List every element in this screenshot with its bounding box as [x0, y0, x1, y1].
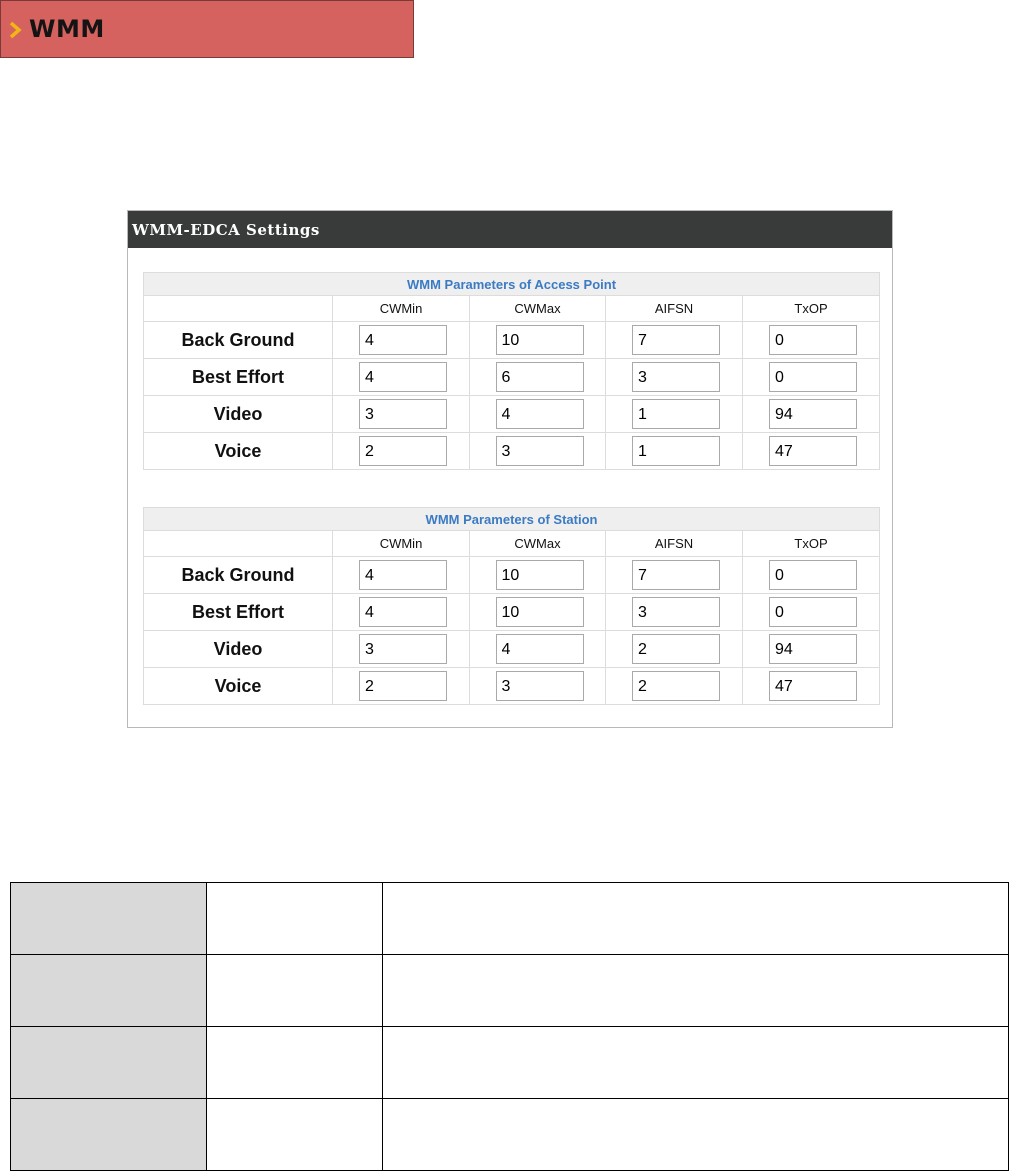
ap-video-cwmin-input[interactable]	[359, 399, 447, 429]
sta-back-ground-txop-input[interactable]	[769, 560, 857, 590]
description-text-cell	[383, 955, 1009, 1027]
table-row	[11, 1099, 1009, 1171]
sta-video-cwmax-input[interactable]	[496, 634, 584, 664]
description-value-cell	[207, 1099, 383, 1171]
sta-video-txop-input[interactable]	[769, 634, 857, 664]
ap-best-effort-cwmin-input[interactable]	[359, 362, 447, 392]
table-row	[144, 322, 880, 359]
header-blank	[144, 531, 333, 557]
header-blank	[144, 296, 333, 322]
description-value-cell	[207, 955, 383, 1027]
description-text-cell	[383, 1027, 1009, 1099]
ap-back-ground-aifsn-input[interactable]	[632, 325, 720, 355]
sta-back-ground-cwmax-input[interactable]	[496, 560, 584, 590]
sta-voice-txop-input[interactable]	[769, 671, 857, 701]
table-row	[11, 883, 1009, 955]
column-header-aifsn: AIFSN	[606, 531, 743, 557]
ap-best-effort-aifsn-input[interactable]	[632, 362, 720, 392]
row-label-video: Video	[144, 631, 333, 668]
table-row	[11, 1027, 1009, 1099]
description-field-cell	[11, 1027, 207, 1099]
ap-voice-cwmin-input[interactable]	[359, 436, 447, 466]
description-value-cell	[207, 883, 383, 955]
ap-voice-aifsn-input[interactable]	[632, 436, 720, 466]
row-label-best-effort: Best Effort	[144, 359, 333, 396]
sta-best-effort-cwmax-input[interactable]	[496, 597, 584, 627]
description-table	[10, 882, 1009, 1171]
sta-back-ground-cwmin-input[interactable]	[359, 560, 447, 590]
row-label-video: Video	[144, 396, 333, 433]
row-label-voice: Voice	[144, 668, 333, 705]
sta-video-cwmin-input[interactable]	[359, 634, 447, 664]
table-row	[144, 396, 880, 433]
ap-parameters-title: WMM Parameters of Access Point	[144, 273, 880, 296]
ap-video-cwmax-input[interactable]	[496, 399, 584, 429]
row-label-best-effort: Best Effort	[144, 594, 333, 631]
ap-voice-txop-input[interactable]	[769, 436, 857, 466]
station-parameters-title: WMM Parameters of Station	[144, 508, 880, 531]
column-header-cwmax: CWMax	[470, 296, 606, 322]
row-label-back-ground: Back Ground	[144, 322, 333, 359]
panel-title-bar	[128, 211, 892, 248]
description-field-cell	[11, 1099, 207, 1171]
ap-video-aifsn-input[interactable]	[632, 399, 720, 429]
column-header-cwmax: CWMax	[470, 531, 606, 557]
sta-voice-aifsn-input[interactable]	[632, 671, 720, 701]
description-field-cell	[11, 883, 207, 955]
table-row	[144, 668, 880, 705]
sta-voice-cwmin-input[interactable]	[359, 671, 447, 701]
ap-video-txop-input[interactable]	[769, 399, 857, 429]
table-row	[11, 955, 1009, 1027]
ap-back-ground-txop-input[interactable]	[769, 325, 857, 355]
section-title: WMM	[29, 15, 105, 43]
table-row	[144, 594, 880, 631]
description-value-cell	[207, 1027, 383, 1099]
column-header-cwmin: CWMin	[333, 531, 470, 557]
ap-back-ground-cwmax-input[interactable]	[496, 325, 584, 355]
description-field-cell	[11, 955, 207, 1027]
table-row	[144, 557, 880, 594]
ap-back-ground-cwmin-input[interactable]	[359, 325, 447, 355]
sta-best-effort-cwmin-input[interactable]	[359, 597, 447, 627]
table-row	[144, 359, 880, 396]
ap-best-effort-txop-input[interactable]	[769, 362, 857, 392]
row-label-back-ground: Back Ground	[144, 557, 333, 594]
section-header	[0, 0, 414, 58]
row-label-voice: Voice	[144, 433, 333, 470]
description-text-cell	[383, 883, 1009, 955]
column-header-txop: TxOP	[743, 531, 880, 557]
wmm-edca-settings-panel	[127, 210, 893, 728]
chevron-right-icon	[7, 20, 25, 40]
column-header-txop: TxOP	[743, 296, 880, 322]
table-row	[144, 433, 880, 470]
ap-parameters-table	[143, 272, 880, 470]
sta-best-effort-txop-input[interactable]	[769, 597, 857, 627]
description-text-cell	[383, 1099, 1009, 1171]
sta-video-aifsn-input[interactable]	[632, 634, 720, 664]
ap-voice-cwmax-input[interactable]	[496, 436, 584, 466]
column-header-aifsn: AIFSN	[606, 296, 743, 322]
ap-best-effort-cwmax-input[interactable]	[496, 362, 584, 392]
sta-voice-cwmax-input[interactable]	[496, 671, 584, 701]
station-parameters-table	[143, 507, 880, 705]
table-row	[144, 631, 880, 668]
sta-best-effort-aifsn-input[interactable]	[632, 597, 720, 627]
column-header-cwmin: CWMin	[333, 296, 470, 322]
panel-title: WMM-EDCA Settings	[132, 221, 320, 239]
sta-back-ground-aifsn-input[interactable]	[632, 560, 720, 590]
